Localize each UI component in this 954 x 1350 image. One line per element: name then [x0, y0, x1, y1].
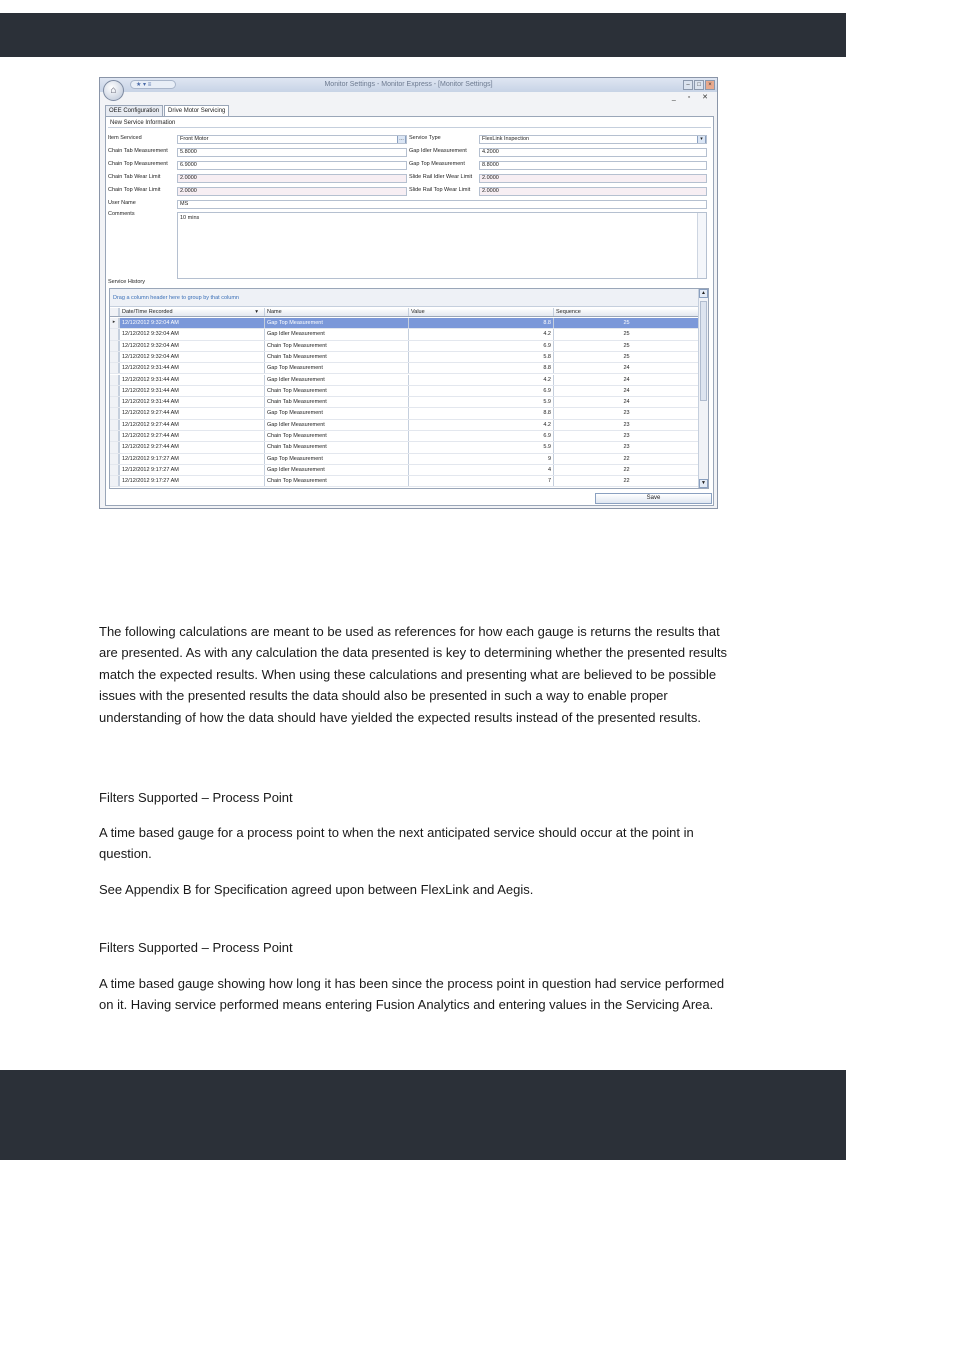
user-name-label: User Name: [108, 200, 136, 206]
table-row[interactable]: [110, 442, 699, 453]
sequence-cell: 25: [553, 352, 699, 362]
table-row[interactable]: [110, 431, 699, 442]
window-controls: [683, 80, 715, 90]
sequence-cell: 25: [553, 341, 699, 351]
quick-access-toolbar[interactable]: [130, 80, 176, 89]
table-row[interactable]: [110, 329, 699, 340]
row-selector[interactable]: [110, 352, 119, 362]
value-cell: 4.2: [408, 420, 553, 430]
column-header-value[interactable]: Value: [408, 308, 553, 316]
sequence-cell: 24: [553, 363, 699, 373]
scroll-up-icon[interactable]: ▲: [699, 289, 708, 298]
sequence-cell: 23: [553, 442, 699, 452]
mdi-controls[interactable]: _ ▫ ✕: [671, 94, 713, 101]
chain-top-wear-limit-label: Chain Top Wear Limit: [108, 187, 161, 193]
datetime-cell: 12/12/2012 9:32:04 AM: [119, 352, 264, 362]
row-selector[interactable]: [110, 375, 119, 385]
service-type-label: Service Type: [409, 135, 441, 141]
slide-rail-top-wear-limit-label: Slide Rail Top Wear Limit: [409, 187, 471, 193]
chain-top-measurement-field[interactable]: 6.9000: [177, 161, 407, 170]
name-cell: Gap Idler Measurement: [264, 375, 408, 385]
datetime-cell: 12/12/2012 9:27:44 AM: [119, 431, 264, 441]
datetime-cell: 12/12/2012 9:27:44 AM: [119, 442, 264, 452]
row-selector[interactable]: [110, 408, 119, 418]
service-history-grid: [109, 288, 709, 489]
scroll-thumb[interactable]: [700, 301, 707, 401]
gap-idler-measurement-label: Gap Idler Measurement: [409, 148, 467, 154]
table-row[interactable]: [110, 386, 699, 397]
value-cell: 8.8: [408, 408, 553, 418]
column-header-datetime[interactable]: [119, 308, 264, 316]
service-type-select[interactable]: [479, 135, 707, 144]
chain-tab-measurement-field[interactable]: 5.8000: [177, 148, 407, 157]
gap-top-measurement-label: Gap Top Measurement: [409, 161, 465, 167]
app-orb-icon: ⌂: [110, 85, 117, 96]
maximize-button[interactable]: □: [694, 80, 704, 90]
table-row[interactable]: [110, 341, 699, 352]
grid-scrollbar[interactable]: [698, 289, 708, 488]
table-row[interactable]: [110, 408, 699, 419]
service-history-label: Service History: [108, 279, 145, 285]
column-header-name[interactable]: Name: [264, 308, 408, 316]
filters-supported-heading-2: Filters Supported – Process Point: [99, 940, 293, 955]
name-cell: Chain Top Measurement: [264, 431, 408, 441]
chain-tab-wear-limit-field[interactable]: 2.0000: [177, 174, 407, 183]
name-cell: Chain Tab Measurement: [264, 397, 408, 407]
table-row[interactable]: [110, 363, 699, 374]
row-selector[interactable]: [110, 476, 119, 486]
group-title: New Service Information: [110, 120, 176, 126]
name-cell: Gap Idler Measurement: [264, 420, 408, 430]
group-divider: [108, 127, 711, 128]
application-menu-button[interactable]: [103, 80, 124, 101]
datetime-cell: 12/12/2012 9:31:44 AM: [119, 386, 264, 396]
name-cell: Chain Top Measurement: [264, 476, 408, 486]
column-header-datetime-label: Date/Time Recorded: [122, 309, 173, 315]
datetime-cell: 12/12/2012 9:31:44 AM: [119, 375, 264, 385]
table-row[interactable]: [110, 352, 699, 363]
datetime-cell: 12/12/2012 9:31:44 AM: [119, 397, 264, 407]
datetime-cell: 12/12/2012 9:17:27 AM: [119, 476, 264, 486]
table-row[interactable]: [110, 420, 699, 431]
chevron-down-icon[interactable]: ▾: [697, 135, 706, 144]
header-row-selector: [110, 308, 119, 316]
appendix-reference-paragraph: See Appendix B for Specification agreed upon between FlexLink and Aegis.: [99, 882, 534, 897]
time-since-service-paragraph: A time based gauge showing how long it has been since the process point in question had service performed on it. Having service performed means entering Fusion Analytics and entering values in the Servicing Area.: [99, 976, 725, 1013]
item-serviced-browse-button[interactable]: …: [399, 136, 404, 142]
value-cell: 5.8: [408, 352, 553, 362]
sequence-cell: 22: [553, 465, 699, 475]
header-band: [0, 13, 846, 57]
value-cell: 9: [408, 454, 553, 464]
scroll-down-icon[interactable]: ▼: [699, 479, 708, 488]
sequence-cell: 23: [553, 431, 699, 441]
name-cell: Chain Tab Measurement: [264, 352, 408, 362]
sequence-cell: 22: [553, 476, 699, 486]
value-cell: 5.9: [408, 397, 553, 407]
item-serviced-label: Item Serviced: [108, 135, 142, 141]
row-selector[interactable]: [110, 397, 119, 407]
name-cell: Gap Top Measurement: [264, 454, 408, 464]
name-cell: Gap Top Measurement: [264, 408, 408, 418]
item-serviced-value: Front Motor: [180, 136, 209, 142]
table-row[interactable]: [110, 465, 699, 476]
value-cell: 6.9: [408, 386, 553, 396]
chain-tab-measurement-label: Chain Tab Measurement: [108, 148, 168, 154]
group-by-panel[interactable]: Drag a column header here to group by that column: [110, 289, 699, 307]
window-title: Monitor Settings - Monitor Express - [Monitor Settings]: [324, 81, 493, 88]
drive-motor-servicing-panel: [105, 116, 714, 506]
row-selector[interactable]: [110, 420, 119, 430]
datetime-cell: 12/12/2012 9:27:44 AM: [119, 408, 264, 418]
name-cell: Chain Tab Measurement: [264, 442, 408, 452]
row-selector[interactable]: [110, 341, 119, 351]
slide-rail-idler-wear-limit-field[interactable]: 2.0000: [479, 174, 707, 183]
table-row[interactable]: [110, 375, 699, 386]
monitor-settings-window: [99, 77, 718, 509]
sequence-cell: 24: [553, 375, 699, 385]
row-selector[interactable]: [110, 454, 119, 464]
value-cell: 8.8: [408, 363, 553, 373]
value-cell: 4: [408, 465, 553, 475]
row-selector[interactable]: ▸: [110, 318, 119, 328]
value-cell: 6.9: [408, 341, 553, 351]
name-cell: Gap Top Measurement: [264, 363, 408, 373]
name-cell: Chain Top Measurement: [264, 386, 408, 396]
datetime-cell: 12/12/2012 9:32:04 AM: [119, 341, 264, 351]
datetime-cell: 12/12/2012 9:17:27 AM: [119, 454, 264, 464]
datetime-cell: 12/12/2012 9:32:04 AM: [119, 329, 264, 339]
title-bar: [100, 78, 717, 92]
minimize-button[interactable]: –: [683, 80, 693, 90]
datetime-cell: 12/12/2012 9:27:44 AM: [119, 420, 264, 430]
comments-scrollbar[interactable]: [697, 213, 706, 278]
close-button[interactable]: ×: [705, 80, 715, 90]
slide-rail-idler-wear-limit-label: Slide Rail Idler Wear Limit: [409, 174, 473, 180]
value-cell: 4.2: [408, 329, 553, 339]
grid-header-row: [110, 308, 699, 317]
favorite-star-icon: ★ ▾ ≡: [136, 82, 152, 88]
table-row[interactable]: [110, 476, 699, 487]
comments-field[interactable]: [177, 212, 707, 279]
name-cell: Gap Idler Measurement: [264, 465, 408, 475]
user-name-field[interactable]: MS: [177, 200, 707, 209]
gap-top-measurement-field[interactable]: 8.8000: [479, 161, 707, 170]
comments-value: 10 mins: [180, 215, 200, 221]
row-selector[interactable]: [110, 363, 119, 373]
datetime-cell: 12/12/2012 9:17:27 AM: [119, 465, 264, 475]
table-row[interactable]: [110, 397, 699, 408]
comments-label: Comments: [108, 211, 135, 217]
row-selector[interactable]: [110, 386, 119, 396]
tab-drive-motor-servicing[interactable]: Drive Motor Servicing: [164, 105, 229, 117]
chain-tab-wear-limit-label: Chain Tab Wear Limit: [108, 174, 161, 180]
sequence-cell: 23: [553, 420, 699, 430]
tab-oee-configuration[interactable]: OEE Configuration: [105, 105, 163, 116]
next-service-gauge-paragraph: A time based gauge for a process point to when the next anticipated service should occur at the point in question.: [99, 825, 694, 862]
sequence-cell: 24: [553, 397, 699, 407]
chain-top-wear-limit-field[interactable]: 2.0000: [177, 187, 407, 196]
chain-top-measurement-label: Chain Top Measurement: [108, 161, 168, 167]
sequence-cell: 24: [553, 386, 699, 396]
datetime-cell: 12/12/2012 9:32:04 AM: [119, 318, 264, 328]
item-serviced-field[interactable]: [177, 135, 407, 144]
sequence-cell: 22: [553, 454, 699, 464]
value-cell: 8.8: [408, 318, 553, 328]
intro-paragraph: The following calculations are meant to be used as references for how each gauge is returns the results that are presented. As with any calculation the data presented is key to determining whether the presented results match the expected results. When using these calculations and presenting what are believed to be possible issues with the presented results the data should also be presented in such a way to enable proper understanding of how the data should have yielded the expected results instead of the presented results.: [99, 624, 727, 725]
row-selector[interactable]: [110, 465, 119, 475]
value-cell: 4.2: [408, 375, 553, 385]
row-selector[interactable]: [110, 431, 119, 441]
name-cell: Gap Idler Measurement: [264, 329, 408, 339]
value-cell: 5.9: [408, 442, 553, 452]
sequence-cell: 25: [553, 329, 699, 339]
column-header-sequence[interactable]: Sequence: [553, 308, 699, 316]
save-button[interactable]: Save: [595, 493, 712, 504]
value-cell: 7: [408, 476, 553, 486]
table-row[interactable]: [110, 454, 699, 465]
table-row[interactable]: [110, 318, 699, 329]
sequence-cell: 23: [553, 408, 699, 418]
footer-band: [0, 1070, 846, 1160]
sort-arrow-icon: ▾: [255, 309, 258, 315]
slide-rail-top-wear-limit-field[interactable]: 2.0000: [479, 187, 707, 196]
gap-idler-measurement-field[interactable]: 4.2000: [479, 148, 707, 157]
name-cell: Gap Top Measurement: [264, 318, 408, 328]
filters-supported-heading-1: Filters Supported – Process Point: [99, 790, 293, 805]
row-selector[interactable]: [110, 329, 119, 339]
name-cell: Chain Top Measurement: [264, 341, 408, 351]
datetime-cell: 12/12/2012 9:31:44 AM: [119, 363, 264, 373]
service-type-value: FlexLink Inspection: [482, 136, 530, 142]
row-selector[interactable]: [110, 442, 119, 452]
sequence-cell: 25: [553, 318, 699, 328]
value-cell: 6.9: [408, 431, 553, 441]
